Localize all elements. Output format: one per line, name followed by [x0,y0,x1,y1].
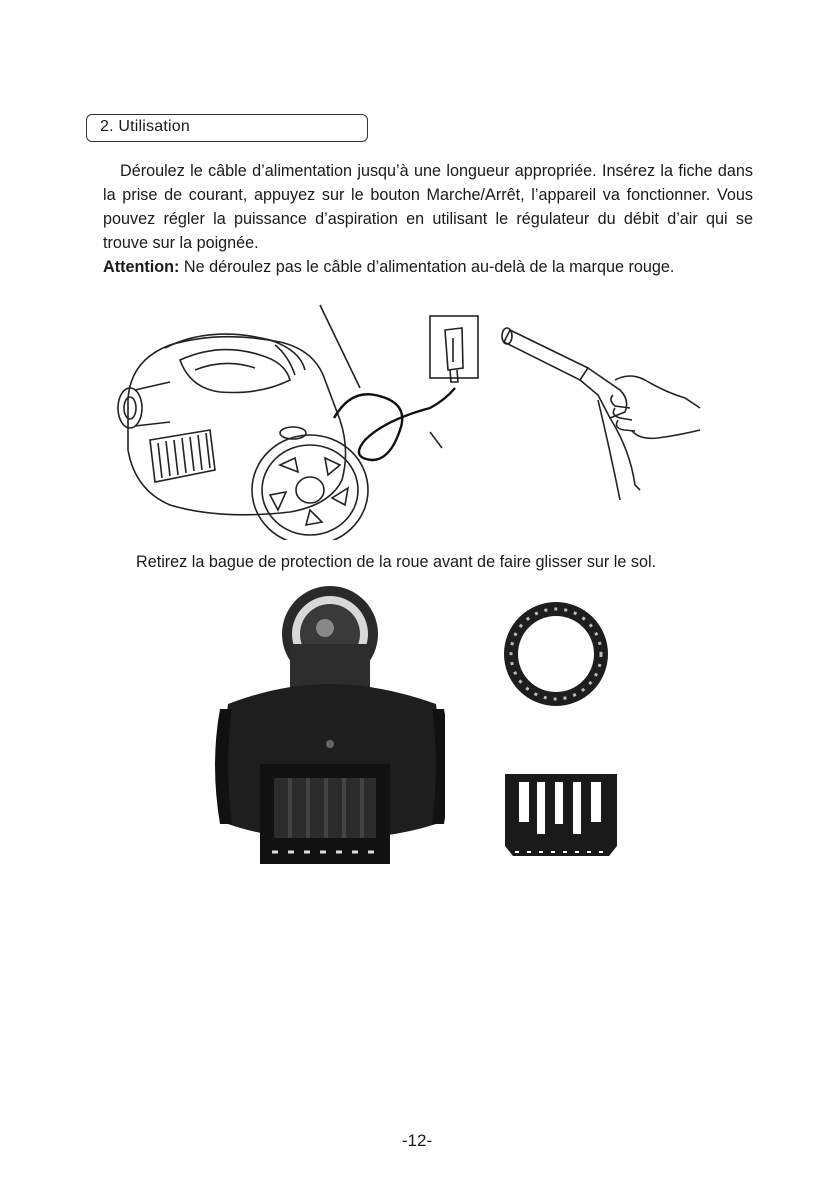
section-title: 2. Utilisation [100,118,190,135]
figure-caption: Retirez la bague de protection de la roue avant de faire glisser sur le sol. [136,553,657,571]
instruction-text: Déroulez le câble d’alimentation jusqu’à une longueur appropriée. Insérez la fiche dans la prise de courant, appuyez sur le bouton Marche/Arrêt, l’appareil va fonctionner. Vous pouvez régler la puissance d’aspiration en utilisant le régulateur du débit d’air qui se trouve sur la poignée. [103,162,753,252]
attention-label: Attention: [103,258,180,276]
wheel-protection-ring-photo [502,596,612,712]
front-grille-cover-photo [505,774,617,856]
page-number: -12- [401,1131,433,1150]
vacuum-underside-photo [210,584,445,869]
attention-text: Ne déroulez pas le câble d’alimentation au-delà de la marque rouge. [179,258,675,276]
instruction-paragraph [103,159,753,255]
vacuum-usage-illustration [110,300,710,540]
attention-note [103,255,753,279]
